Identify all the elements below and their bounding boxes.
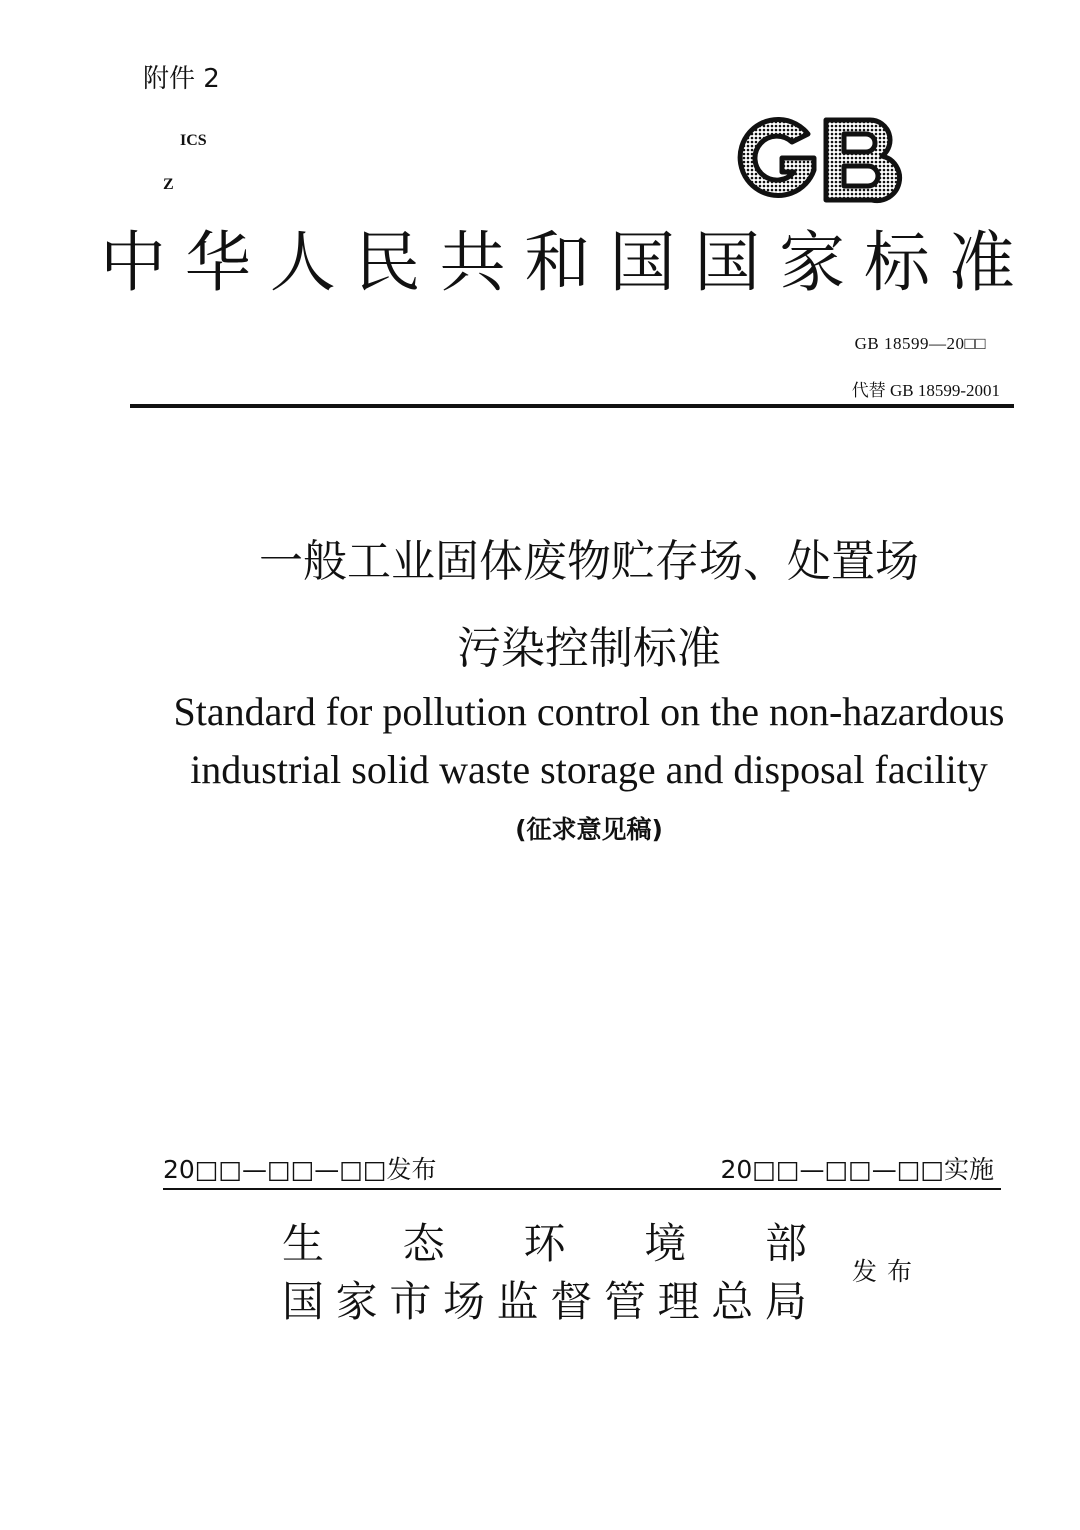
gb-logo xyxy=(730,112,905,207)
replaces-standard: 代替 GB 18599-2001 xyxy=(851,381,1000,400)
national-title-char: 中 xyxy=(100,227,166,300)
title-zh-line1: 一般工业固体废物贮存场、处置场 xyxy=(259,536,919,587)
national-title-char: 和 xyxy=(524,227,591,300)
national-title-char: 人 xyxy=(269,227,336,300)
issuer-char: 市 xyxy=(389,1280,432,1326)
title-en-line1: Standard for pollution control on the non-hazardous xyxy=(173,689,1005,734)
title-en-line2: industrial solid waste storage and disposal facility xyxy=(190,747,988,792)
national-title-char: 华 xyxy=(184,227,251,300)
standard-number: GB 18599—20□□ xyxy=(854,334,986,353)
issuer-char: 态 xyxy=(402,1222,445,1268)
issuer-char: 环 xyxy=(523,1222,566,1268)
issuer-char: 局 xyxy=(764,1280,807,1326)
issuer-char: 监 xyxy=(496,1280,539,1326)
issuer-char: 生 xyxy=(282,1222,325,1268)
issuer-char: 国 xyxy=(282,1280,325,1326)
issuer-char: 督 xyxy=(550,1280,593,1326)
national-title-char: 共 xyxy=(439,227,506,300)
issuer-char: 家 xyxy=(335,1280,378,1326)
draft-note: (征求意见稿) xyxy=(515,815,663,844)
national-title-char: 国 xyxy=(694,227,761,300)
title-zh-line2: 污染控制标准 xyxy=(457,623,721,674)
attachment-label: 附件 2 xyxy=(143,64,220,94)
z-code: Z xyxy=(163,176,174,193)
national-title-char: 国 xyxy=(609,227,676,300)
issuer-char: 总 xyxy=(711,1280,754,1326)
national-title-char: 家 xyxy=(779,227,846,300)
national-title-char: 民 xyxy=(354,227,421,300)
national-title-char: 准 xyxy=(948,227,1015,300)
issuer-ministry xyxy=(282,1218,807,1272)
implementation-date: 20□□—□□—□□实施 xyxy=(720,1155,994,1184)
issuer-administration xyxy=(282,1276,807,1330)
issuer-char: 场 xyxy=(442,1280,485,1326)
bottom-divider xyxy=(163,1188,1001,1190)
top-divider xyxy=(130,404,1014,408)
publish-label: 发布 xyxy=(852,1259,923,1286)
issuer-char: 管 xyxy=(603,1280,646,1326)
issue-date: 20□□—□□—□□发布 xyxy=(163,1155,437,1184)
ics-code: ICS xyxy=(180,132,207,149)
issuer-char: 境 xyxy=(644,1222,687,1268)
national-title-char: 标 xyxy=(864,227,931,300)
issuer-char: 理 xyxy=(657,1280,700,1326)
national-standard-title xyxy=(100,222,1015,306)
issuer-char: 部 xyxy=(764,1222,807,1268)
